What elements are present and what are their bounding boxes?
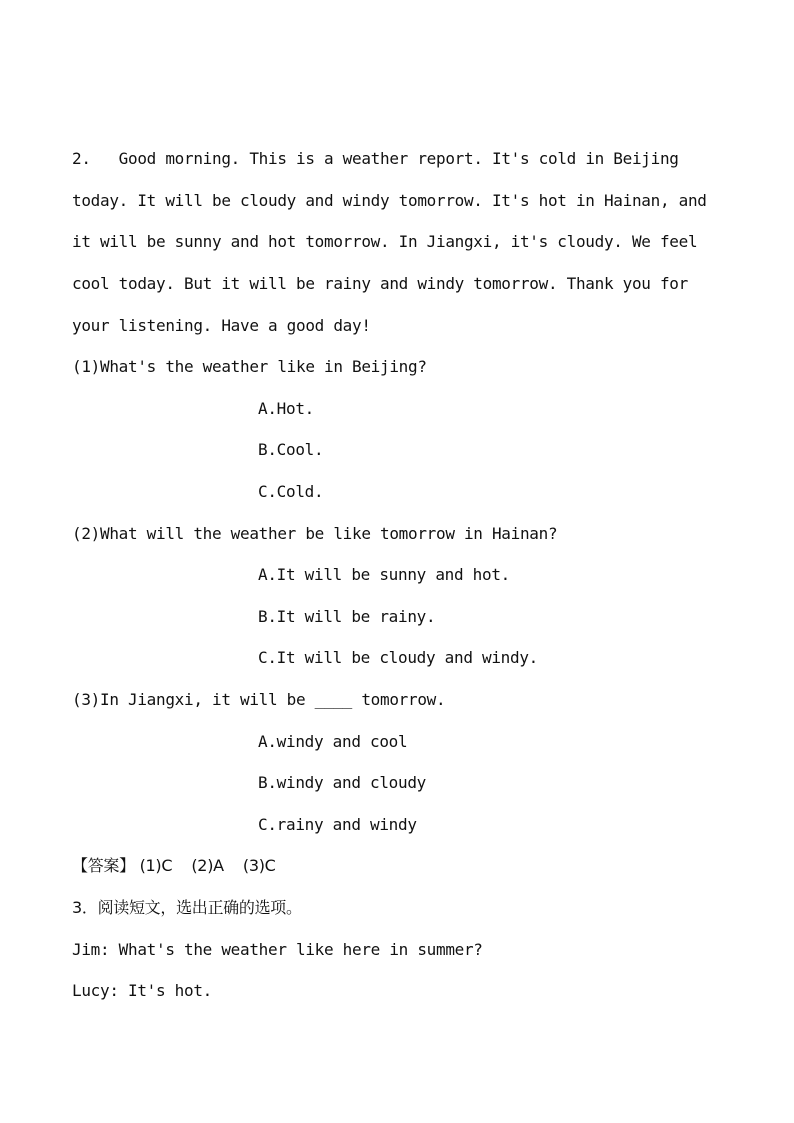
sub-question-2: (2)What will the weather be like tomorrow in Hainan? — [72, 524, 558, 543]
sub-question-1-option-b: B.Cool. — [258, 440, 324, 459]
sub-question-3-option-b: B.windy and cloudy — [258, 773, 426, 792]
dialogue-line-1: Jim: What's the weather like here in summer? — [72, 940, 483, 959]
sub-question-3: (3)In Jiangxi, it will be ____ tomorrow. — [72, 690, 446, 709]
passage-line-3: it will be sunny and hot tomorrow. In Jiangxi, it's cloudy. We feel — [72, 232, 698, 251]
sub-question-2-option-b: B.It will be rainy. — [258, 607, 436, 626]
sub-question-3-option-a: A.windy and cool — [258, 732, 408, 751]
sub-question-2-option-a: A.It will be sunny and hot. — [258, 565, 510, 584]
sub-question-1-option-a: A.Hot. — [258, 399, 314, 418]
sub-question-3-option-c: C.rainy and windy — [258, 815, 417, 834]
question-2-first-line — [72, 148, 679, 170]
passage-line-5: your listening. Have a good day! — [72, 316, 371, 335]
dialogue-line-2: Lucy: It's hot. — [72, 981, 212, 1000]
sub-question-1: (1)What's the weather like in Beijing? — [72, 357, 427, 376]
sub-question-2-option-c: C.It will be cloudy and windy. — [258, 648, 538, 667]
passage-line-2: today. It will be cloudy and windy tomorrow. It's hot in Hainan, and — [72, 191, 707, 210]
answer-line: 【答案】 (1)C (2)A (3)C — [72, 856, 276, 875]
question-number: 2. — [72, 149, 91, 168]
passage-line-4: cool today. But it will be rainy and windy tomorrow. Thank you for — [72, 274, 688, 293]
sub-question-1-option-c: C.Cold. — [258, 482, 324, 501]
question-3-heading: 3．阅读短文，选出正确的选项。 — [72, 898, 302, 917]
passage-line-1: Good morning. This is a weather report. It's cold in Beijing — [118, 149, 679, 168]
